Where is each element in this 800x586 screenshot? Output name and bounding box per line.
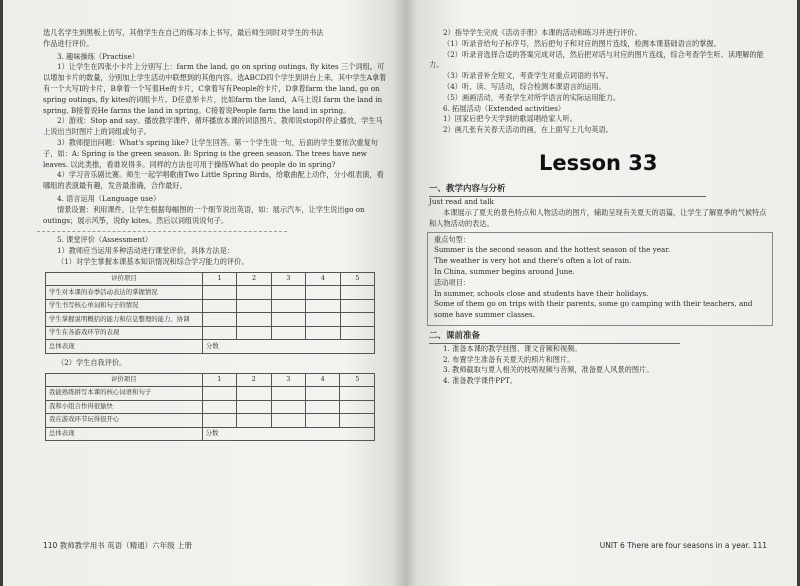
table-header-cell: 4 <box>305 373 339 387</box>
table-cell: 总体表现 <box>46 340 203 354</box>
table-cell: 总体表现 <box>46 427 203 441</box>
teacher-evaluation-table <box>45 272 375 354</box>
table-row <box>46 414 375 428</box>
assessment-intro: 1）教师应当运用多种活动进行课堂评价，具体方法是： <box>57 246 235 256</box>
table-total-row <box>46 340 375 354</box>
table-row <box>46 326 375 340</box>
content-analysis-text: 本课展示了夏天的景色特点和人物活动的图片，辅助呈现有关夏天的语篇，让学生了解夏季的气候特点和人物活动的表达。 <box>429 208 767 228</box>
table-row <box>46 299 375 313</box>
key-sentence: In China, summer begins around June. <box>434 267 575 276</box>
left-line-2: 作品进行评价。 <box>43 38 94 48</box>
table-header-cell: 评价项目 <box>46 373 203 387</box>
table-header-cell: 评价项目 <box>46 272 203 286</box>
table-cell: 我和小组合作得很愉快 <box>46 400 203 414</box>
prep-item: 3. 教师截取与夏人相关的枝唔视频与音频，准备夏人风景的图片。 <box>443 365 654 375</box>
table-row <box>46 387 375 401</box>
key-sentence: Summer is the second season and the hottest season of the year. <box>434 245 671 255</box>
assessment-heading: 5. 课堂评价（Assessment） <box>57 235 153 245</box>
workbook-item-4: （4）听、读、写活动，综合检测本课语言的运用。 <box>443 81 606 91</box>
table-row <box>46 286 375 300</box>
language-use-text: 情景设置：利用课件，让学生根据每幅图的一个细节说出英语，如：展示汽车，让学生说出go on outings；展示风筝，说fly kites。然后以词组说说句子。 <box>43 204 365 225</box>
dashed-divider <box>37 231 287 232</box>
left-line-1: 选几名学生到黑板上仿写，其他学生在自己的练习本上书写，最后师生同时对学生的书法 <box>43 28 324 37</box>
key-sentence: The weather is very hot and there's often a lot of rain. <box>434 256 632 266</box>
table-cell: 分数 <box>202 427 374 441</box>
table-header-cell: 1 <box>202 272 236 286</box>
table-cell: 学生掌握说明概括的能力和信息整理的能力、协调 <box>46 313 203 327</box>
section-heading-content <box>429 183 773 197</box>
table-header-cell: 5 <box>340 272 374 286</box>
table-total-row <box>46 427 375 441</box>
practise-heading: 3. 趣味操练（Practise） <box>57 51 139 61</box>
table-cell: 学生书写核心单词和句子的情况 <box>46 299 203 313</box>
prep-item: 2. 布置学生准备有关夏天的照片和图片。 <box>443 354 575 364</box>
section-heading-prep <box>429 330 773 344</box>
language-use-heading: 4. 语言运用（Language use） <box>57 193 161 203</box>
table-header-cell: 1 <box>202 373 236 387</box>
book-spread <box>3 0 797 586</box>
self-evaluation-table <box>45 373 375 442</box>
table-header-row <box>46 373 375 387</box>
table-row <box>46 400 375 414</box>
extended-activities-heading: 6. 拓展活动（Extended activities） <box>443 103 566 113</box>
assessment-item-1: （1）对学生掌握本课基本知识情况和综合学习能力的评价。 <box>57 256 249 266</box>
practise-step-1: 1）让学生在四张小卡片上分别写上：farm the land, go on spring outings, fly kites 三个词组。可以增加卡片的数量，分别加上学生活动中联想到的其他内容。选ABCD四个学生到讲台上来，其中学生A拿着有一个大写I的卡片，B拿着一个写着He的卡片，C拿着写有People的卡片，D拿着farm the land, go on spring outings, fly kites的词组卡片。D任意举卡片，比如farm the land，A马上说I farm the land in spring, B接着说He farms the land in spring。C接着说People farm the land in spring。 <box>43 62 387 115</box>
table-row <box>46 313 375 327</box>
table-header-cell: 3 <box>271 373 305 387</box>
extended-activity-2: 2）画几张有关春天活动的画，在上面写上几句英语。 <box>443 125 613 135</box>
practise-step-3: 3）教师提出问题：What's spring like? 让学生回答。第一个学生说一句，后面的学生要依次重复句子，如：A: Spring is the green season. B: Spring is the green season. The trees have new leaves. 以此类推，看谁说得多。同样的方法也可用于操练What do people do in spring? <box>43 137 378 169</box>
left-page-footer: 110 教师教学用书 英语（精通）六年级 上册 <box>43 540 192 550</box>
prep-item: 1. 准备本课的教学挂图、课文音频和视频。 <box>443 343 582 353</box>
activity-heading: 活动项目： <box>434 277 470 287</box>
prep-item: 4. 准备教学课件PPT。 <box>443 376 517 386</box>
activity-line: some have summer classes. <box>434 310 536 320</box>
section-heading-text: 二、课前准备 <box>429 330 680 344</box>
right-page <box>405 0 797 586</box>
activity-line: In summer, schools close and students have their holidays. <box>434 288 649 298</box>
table-header-cell: 3 <box>271 272 305 286</box>
table-cell: 分数 <box>202 340 374 354</box>
table-header-cell: 2 <box>237 373 271 387</box>
table-cell: 我能熟练拼写本课的核心词语和句子 <box>46 387 203 401</box>
table-header-cell: 2 <box>237 272 271 286</box>
table-cell: 学生对本课的春季活动表达的掌握情况 <box>46 286 203 300</box>
workbook-item-5: （5）画画活动，考查学生对所学语言的实际运用能力。 <box>443 92 621 102</box>
activity-line: Some of them go on trips with their parents, some go camping with their teachers, and <box>434 299 753 309</box>
extended-activity-1: 1）回家后把今天学到的歌谣唱给家人听。 <box>443 114 577 124</box>
left-page <box>3 0 405 586</box>
table-cell: 我在游戏环节玩得很开心 <box>46 414 203 428</box>
table-cell: 学生在各游戏环节的表现 <box>46 326 203 340</box>
assessment-item-2: （2）学生自我评价。 <box>57 357 127 367</box>
workbook-item-2: （2）听录音选择合适的答案完成对话，然后把对话与对应的图片连线，综合考查学生听、读理解的能力。 <box>429 49 764 70</box>
section-heading-text: 一、教学内容与分析 <box>429 183 706 197</box>
workbook-item-1: （1）听录音给句子标序号，然后把句子和对应的图片连线，检测本课基础语言的掌握。 <box>443 38 721 48</box>
lesson-title: Lesson 33 <box>539 150 658 175</box>
table-header-row <box>46 272 375 286</box>
key-sentences-heading: 重点句型： <box>434 234 470 244</box>
right-page-footer: UNIT 6 There are four seasons in a year. 111 <box>599 540 767 550</box>
table-header-cell: 5 <box>340 373 375 387</box>
practise-step-4: 4）学习音乐剧比赛。师生一起学唱歌曲Two Little Spring Birds，给歌曲配上动作，分小组表演，看哪组的表演最有趣，发音最准确，合作最好。 <box>43 170 384 191</box>
key-sentences-box <box>427 232 773 326</box>
table-header-cell: 4 <box>306 272 340 286</box>
workbook-item-3: （3）听录音补全短文，考查学生对重点词语的书写。 <box>443 71 613 81</box>
section-subtitle: Just read and talk <box>429 197 494 207</box>
workbook-guide: 2）指导学生完成《活动手册》本课的活动和练习并进行评价。 <box>443 28 642 37</box>
practise-step-2: 2）游戏：Stop and say。播放教学课件，循环播放本课的词语图片，教师说stop时停止播放，学生马上说出当时图片上的词组或句子。 <box>43 116 383 137</box>
